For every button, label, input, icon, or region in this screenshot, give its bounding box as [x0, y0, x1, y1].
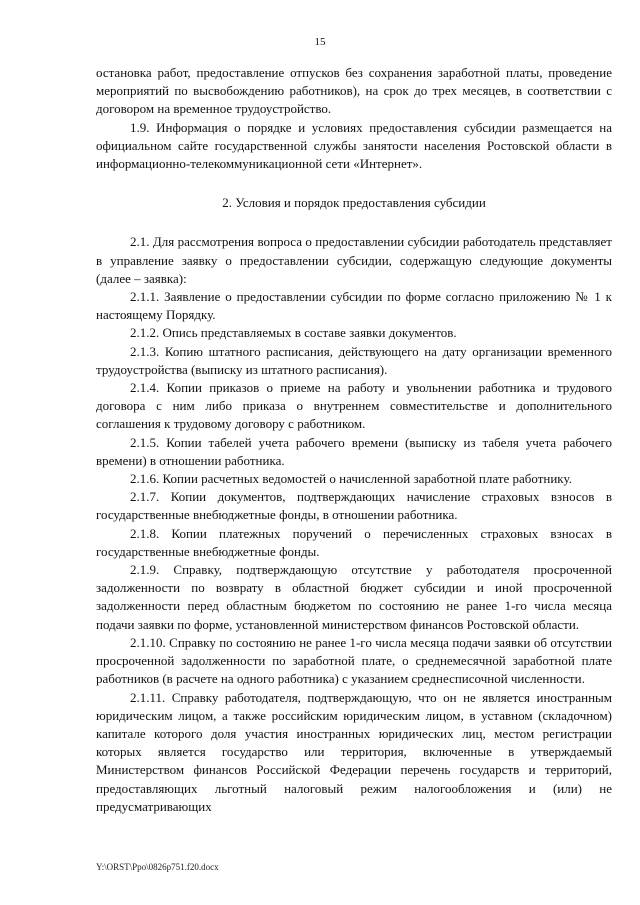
footer-file-path: Y:\ORST\Ppo\0826p751.f20.docx — [96, 862, 219, 872]
paragraph-2-1-1: 2.1.1. Заявление о предоставлении субсидии по форме согласно приложению № 1 к настоящему Порядку. — [96, 289, 612, 323]
paragraph-2-1-10: 2.1.10. Справку по состоянию не ранее 1-го числа месяца подачи заявки об отсутствии просроченной задолженности по заработной плате, о среднемесячной заработной плате работников (в расчете на одного работника) с указанием среднесписочной численности. — [96, 634, 612, 687]
paragraph-2-1-8: 2.1.8. Копии платежных поручений о перечисленных страховых взносах в государственные внебюджетные фонды. — [96, 525, 612, 559]
paragraph-1-9: 1.9. Информация о порядке и условиях предоставления субсидии размещается на официальном сайте государственной службы занятости населения Ростовской области в информационно-телекоммуникационной сети «Интернет». — [96, 119, 612, 172]
paragraph-2-1-2: 2.1.2. Опись представляемых в составе заявки документов. — [130, 325, 457, 341]
paragraph-2-1-5: 2.1.5. Копии табелей учета рабочего времени (выписку из табеля учета рабочего времени) в отношении работника. — [96, 434, 612, 468]
paragraph-2-1-3: 2.1.3. Копию штатного расписания, действующего на дату организации временного трудоустройства (выписку из штатного расписания). — [96, 343, 612, 377]
document-body — [96, 64, 612, 816]
paragraph-continuation: остановка работ, предоставление отпусков без сохранения заработной платы, проведение мероприятий по высвобождению работников), на срок до трех месяцев, в соответствии с договором на временное трудоустройство. — [96, 65, 612, 117]
paragraph-2-1-4: 2.1.4. Копии приказов о приеме на работу и увольнении работника и трудового договора с ним либо приказа о внутреннем совместительстве и дополнительного соглашения к трудовому договору с работником. — [96, 380, 612, 432]
page-number: 15 — [314, 36, 326, 48]
section-heading: 2. Условия и порядок предоставления субсидии — [222, 195, 486, 211]
paragraph-2-1-6: 2.1.6. Копии расчетных ведомостей о начисленной заработной плате работнику. — [130, 471, 572, 487]
paragraph-2-1-9: 2.1.9. Справку, подтверждающую отсутствие у работодателя просроченной задолженности по возврату в областной бюджет субсидии и иной просроченной задолженности перед областным бюджетом по состоянию не ранее 1-го числа месяца подачи заявки по форме, установленной министерством финансов Ростовской области. — [96, 562, 612, 632]
paragraph-2-1: 2.1. Для рассмотрения вопроса о предоставлении субсидии работодатель представляет в управление заявку о предоставлении субсидии, содержащую следующие документы (далее – заявка): — [96, 234, 612, 286]
paragraph-2-1-11: 2.1.11. Справку работодателя, подтверждающую, что он не является иностранным юридическим лицом, а также российским юридическим лицом, в уставном (складочном) капитале которого доля участия иностранных юридических лиц, местом регистрации которых является государство или территория, включенные в утверждаемый Министерством финансов Российской Федерации перечень государств и территорий, предоставляющих льготный налоговый режим налогообложения и (или) не предусматривающих — [96, 689, 612, 814]
paragraph-2-1-7: 2.1.7. Копии документов, подтверждающих начисление страховых взносов в государственные внебюджетные фонды, в отношении работника. — [96, 489, 612, 523]
